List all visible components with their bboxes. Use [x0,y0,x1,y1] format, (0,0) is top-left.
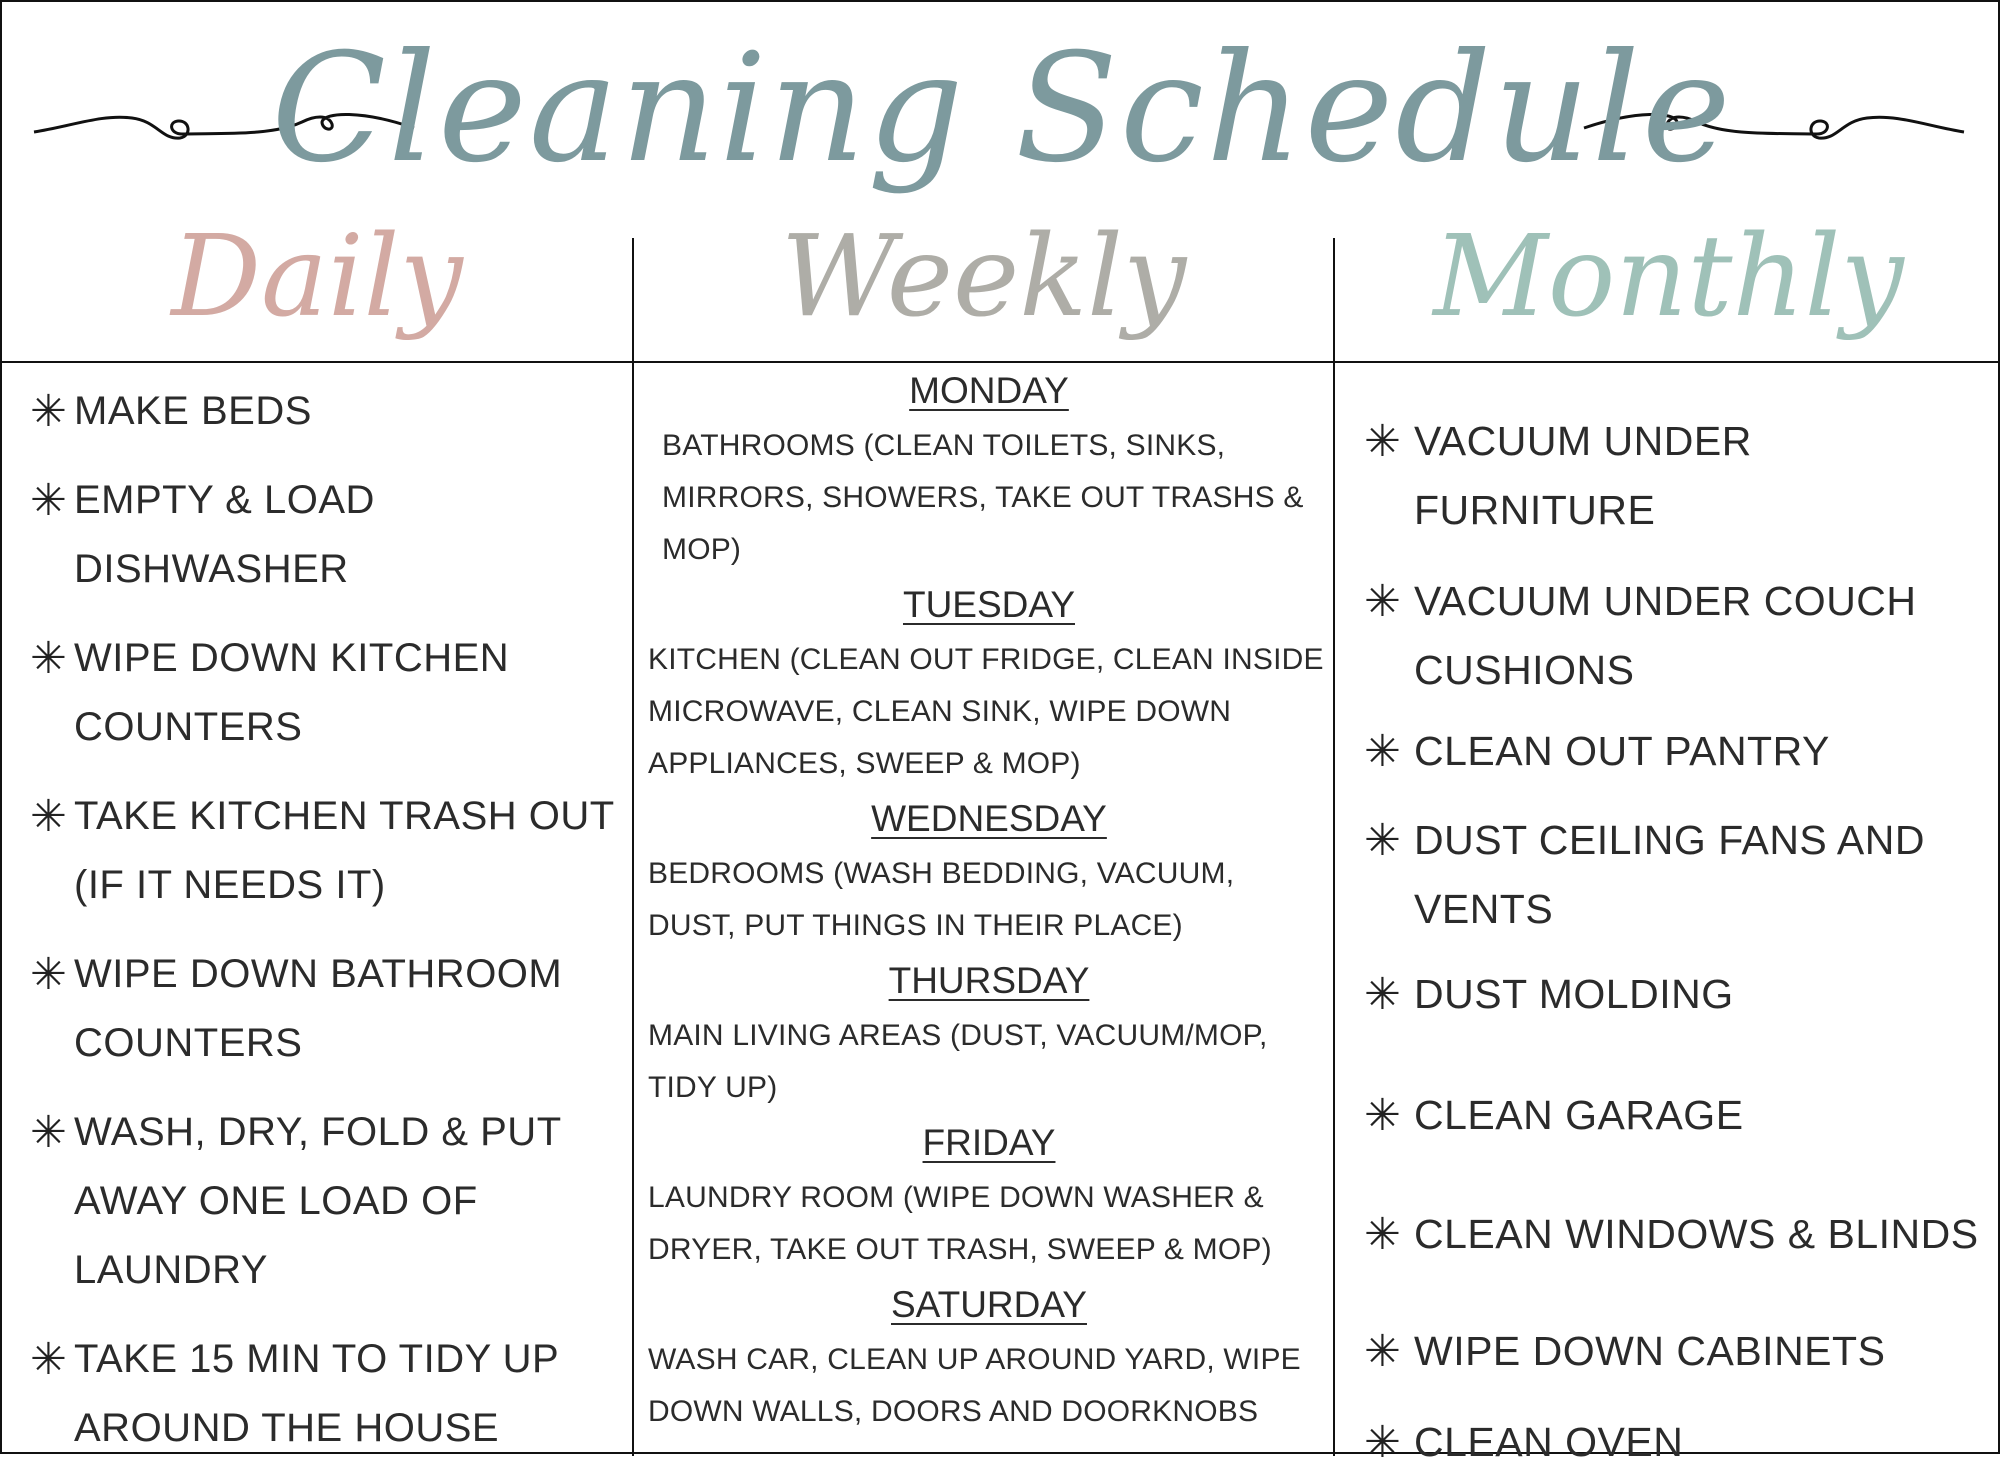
task-text: VACUUM UNDER COUCH CUSHIONS [1414,578,1917,693]
list-item [1364,1081,2000,1150]
asterisk-icon: ✳ [30,792,68,841]
list-item [30,466,630,604]
task-text: WIPE DOWN KITCHEN COUNTERS [74,636,510,749]
task-text: MAKE BEDS [74,389,312,433]
list-item [30,1325,630,1463]
task-text: CLEAN GARAGE [1414,1092,1744,1138]
asterisk-icon: ✳ [30,1108,68,1157]
daily-heading: Daily [171,212,463,342]
day-name: FRIDAY [922,1122,1056,1163]
list-item [1364,960,2000,1029]
task-text: WIPE DOWN BATHROOM COUNTERS [74,952,563,1065]
day-name: THURSDAY [888,960,1090,1001]
task-text: EMPTY & LOAD DISHWASHER [74,478,375,591]
task-text: DUST CEILING FANS AND VENTS [1414,817,1925,932]
day-block-thursday [648,956,1330,1114]
day-name: TUESDAY [902,584,1075,625]
list-item [30,940,630,1078]
list-item [1364,806,2000,944]
task-text: CLEAN OUT PANTRY [1414,728,1830,774]
day-block-saturday [648,1280,1330,1438]
day-tasks: WASH CAR, CLEAN UP AROUND YARD, WIPE DOWN WALLS, DOORS AND DOORKNOBS [648,1343,1301,1428]
monthly-heading: Monthly [1433,212,1904,342]
list-item [1364,407,2000,545]
asterisk-icon: ✳ [1364,577,1402,626]
list-item [1364,717,2000,786]
day-tasks: LAUNDRY ROOM (WIPE DOWN WASHER & DRYER, TAKE OUT TRASH, SWEEP & MOP) [648,1181,1272,1266]
asterisk-icon: ✳ [30,476,68,525]
task-text: TAKE KITCHEN TRASH OUT (IF IT NEEDS IT) [74,794,614,907]
monthly-task-list [1364,407,2000,1477]
daily-task-list [30,377,630,1483]
weekly-task-list [648,366,1330,1442]
page-title: Cleaning Schedule [271,22,1733,196]
asterisk-icon: ✳ [30,634,68,683]
column-divider [632,238,634,1456]
header-divider [2,361,2000,363]
asterisk-icon: ✳ [30,950,68,999]
asterisk-icon: ✳ [1364,816,1402,865]
asterisk-icon: ✳ [1364,727,1402,776]
day-block-tuesday [648,580,1330,790]
task-text: VACUUM UNDER FURNITURE [1414,418,1752,533]
list-item [30,1098,630,1305]
day-tasks: BATHROOMS (CLEAN TOILETS, SINKS, MIRRORS, SHOWERS, TAKE OUT TRASHS & MOP) [662,429,1304,566]
day-tasks: MAIN LIVING AREAS (DUST, VACUUM/MOP, TIDY UP) [648,1019,1268,1104]
weekly-heading: Weekly [780,212,1187,342]
asterisk-icon: ✳ [1364,1418,1402,1467]
day-block-friday [648,1118,1330,1276]
list-item [30,782,630,920]
task-text: WIPE DOWN CABINETS [1414,1328,1886,1374]
day-block-wednesday [648,794,1330,952]
list-item [1364,1200,2000,1269]
list-item [1364,567,2000,705]
day-tasks: BEDROOMS (WASH BEDDING, VACUUM, DUST, PUT THINGS IN THEIR PLACE) [648,857,1235,942]
asterisk-icon: ✳ [1364,970,1402,1019]
day-name: MONDAY [909,370,1069,411]
task-text: WASH, DRY, FOLD & PUT AWAY ONE LOAD OF LAUNDRY [74,1110,561,1292]
task-text: DUST MOLDING [1414,971,1734,1017]
asterisk-icon: ✳ [30,387,68,436]
asterisk-icon: ✳ [1364,1210,1402,1259]
asterisk-icon: ✳ [1364,417,1402,466]
list-item [1364,1317,2000,1386]
asterisk-icon: ✳ [30,1335,68,1384]
asterisk-icon: ✳ [1364,1091,1402,1140]
column-divider [1333,238,1335,1456]
list-item [1364,1408,2000,1477]
list-item [30,377,630,446]
day-tasks: KITCHEN (CLEAN OUT FRIDGE, CLEAN INSIDE MICROWAVE, CLEAN SINK, WIPE DOWN APPLIANCES, SWEEP & MOP) [648,643,1324,780]
task-text: CLEAN OVEN [1414,1419,1684,1465]
day-block-monday [648,366,1330,576]
task-text: CLEAN WINDOWS & BLINDS [1414,1211,1979,1257]
day-name: WEDNESDAY [871,798,1107,839]
day-name: SATURDAY [891,1284,1087,1325]
list-item [30,624,630,762]
task-text: TAKE 15 MIN TO TIDY UP AROUND THE HOUSE [74,1337,559,1450]
asterisk-icon: ✳ [1364,1327,1402,1376]
